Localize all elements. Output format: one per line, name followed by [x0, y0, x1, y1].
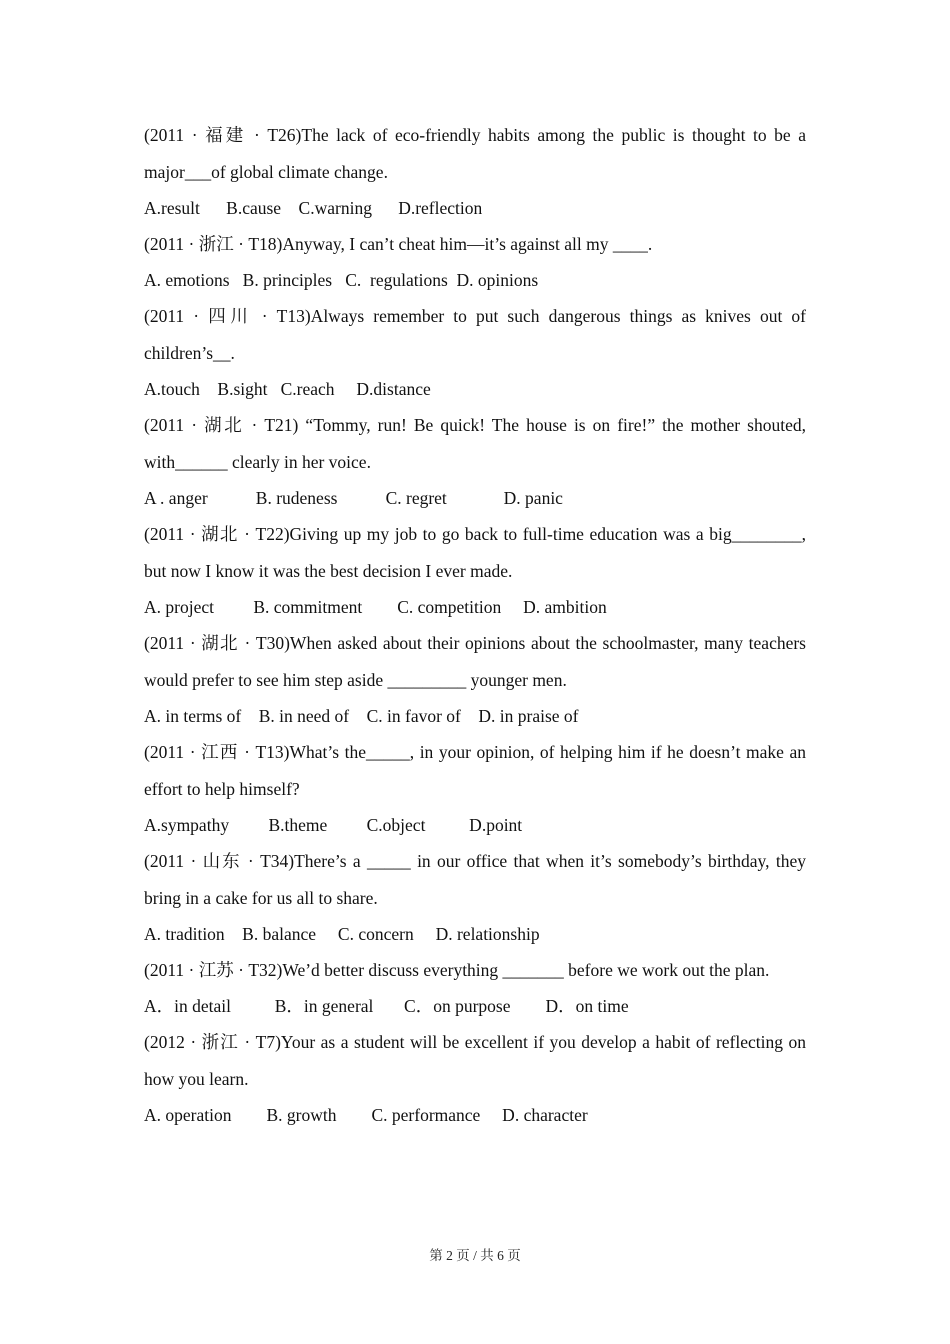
- page-footer: 第 2 页 / 共 6 页: [429, 1248, 521, 1263]
- question-8: [144, 843, 806, 952]
- question-options: A. operation B. growth C. performance D. character: [144, 1105, 588, 1125]
- question-1: [144, 117, 806, 226]
- question-options: A . anger B. rudeness C. regret D. panic: [144, 488, 563, 508]
- question-10: [144, 1024, 806, 1133]
- question-stem: (2011 · 湖北 · T30)When asked about their opinions about the schoolmaster, many teachers would prefer to see him step aside _________ younger men.: [144, 633, 806, 690]
- question-stem: (2011 · 湖北 · T22)Giving up my job to go back to full-time education was a big________, but now I know it was the best decision I ever made.: [144, 524, 806, 581]
- question-6: [144, 625, 806, 734]
- question-options: A.touch B.sight C.reach D.distance: [144, 379, 431, 399]
- question-options: A.result B.cause C.warning D.reflection: [144, 198, 483, 218]
- question-options: A. tradition B. balance C. concern D. relationship: [144, 924, 540, 944]
- question-7: [144, 734, 806, 843]
- question-stem: (2011 · 江西 · T13)What’s the_____, in your opinion, of helping him if he doesn’t make an effort to help himself?: [144, 742, 806, 799]
- question-stem: (2011 · 山东 · T34)There’s a _____ in our office that when it’s somebody’s birthday, they bring in a cake for us all to share.: [144, 851, 806, 908]
- question-stem: (2011 · 福建 · T26)The lack of eco-friendly habits among the public is thought to be a major___of global climate change.: [144, 125, 806, 182]
- question-options: A．in detail B．in general C．on purpose D．on time: [144, 996, 629, 1016]
- question-2: [144, 226, 806, 298]
- question-stem: (2011 · 江苏 · T32)We’d better discuss everything _______ before we work out the plan.: [144, 960, 770, 980]
- question-stem: (2011 · 四川 · T13)Always remember to put such dangerous things as knives out of children’s__.: [144, 306, 806, 363]
- question-4: [144, 407, 806, 516]
- question-stem: (2012 · 浙江 · T7)Your as a student will be excellent if you develop a habit of reflecting on how you learn.: [144, 1032, 806, 1089]
- question-stem: (2011 · 浙江 · T18)Anyway, I can’t cheat him—it’s against all my ____.: [144, 234, 653, 254]
- question-options: A. in terms of B. in need of C. in favor of D. in praise of: [144, 706, 579, 726]
- question-stem: (2011 · 湖北 · T21) “Tommy, run! Be quick! The house is on fire!” the mother shouted, with______ clearly in her voice.: [144, 415, 806, 472]
- question-3: [144, 298, 806, 407]
- question-options: A. project B. commitment C. competition D. ambition: [144, 597, 607, 617]
- question-9: [144, 952, 806, 1024]
- question-options: A. emotions B. principles C. regulations D. opinions: [144, 270, 539, 290]
- document-page: [144, 117, 806, 1133]
- question-5: [144, 516, 806, 625]
- question-options: A.sympathy B.theme C.object D.point: [144, 815, 523, 835]
